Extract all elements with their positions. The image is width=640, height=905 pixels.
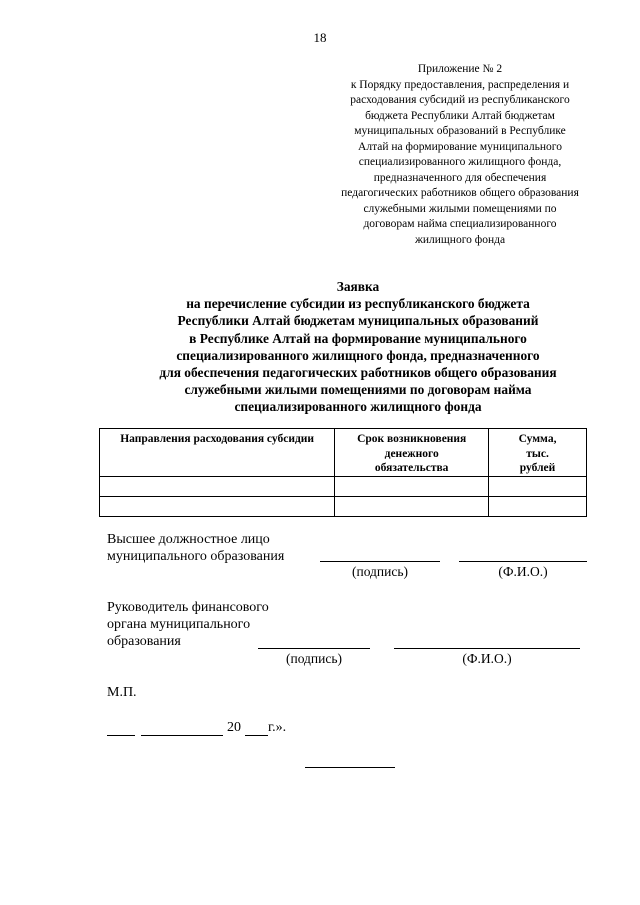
title-line: на перечисление субсидии из республиканского бюджета [186, 296, 530, 312]
title-line: служебными жилыми помещениями по договорам найма [184, 382, 532, 398]
finance-head-name-caption: (Ф.И.О.) [462, 651, 512, 666]
table-cell[interactable] [100, 477, 335, 497]
official-title-line2: муниципального образования [107, 549, 285, 564]
header-expense-direction: Направления расходования субсидии [100, 429, 335, 477]
request-table [99, 428, 587, 517]
page-number: 18 [313, 30, 327, 45]
date-year-prefix: 20 [227, 720, 241, 735]
document-title [80, 278, 636, 416]
appendix-line: муниципальных образований в Республике [354, 125, 566, 137]
appendix-line: специализированного жилищного фонда, [358, 156, 562, 168]
table-cell[interactable] [100, 497, 335, 517]
finance-head-title-line2: органа муниципального [107, 617, 251, 632]
date-day-line[interactable] [107, 735, 135, 736]
title-line: в Республике Алтай на формирование муниципального [189, 330, 527, 346]
finance-head-title-line3: образования [107, 634, 181, 649]
table-cell[interactable] [335, 477, 489, 497]
date-suffix: г.». [268, 720, 287, 735]
finance-head-signature-line[interactable] [258, 648, 370, 649]
table-header-row [100, 429, 587, 477]
header-obligation-date: Срок возникновения денежного обязательства [335, 429, 489, 477]
date-month-line[interactable] [141, 735, 223, 736]
finance-head-title-line1: Руководитель финансового [107, 600, 269, 615]
appendix-line: педагогических работников общего образования [341, 187, 579, 199]
appendix-line: Алтай на формирование муниципального [358, 140, 562, 153]
appendix-line: Приложение № 2 [417, 63, 503, 75]
appendix-line: предназначенного для обеспечения [373, 171, 547, 184]
table-row [100, 477, 587, 497]
official-signature-line[interactable] [320, 561, 440, 562]
appendix-line: к Порядку предоставления, распределения и [350, 78, 570, 91]
official-signature-caption: (подпись) [351, 564, 409, 579]
official-name-line[interactable] [459, 561, 587, 562]
appendix-line: жилищного фонда [414, 233, 506, 246]
title-line: Заявка [336, 279, 380, 294]
appendix-line: бюджета Республики Алтай бюджетам [365, 109, 555, 122]
official-name-caption: (Ф.И.О.) [498, 564, 548, 579]
table-cell[interactable] [489, 477, 587, 497]
appendix-line: договорам найма специализированного [363, 218, 557, 230]
table-row [100, 497, 587, 517]
title-line: специализированного жилищного фонда, предназначенного [176, 347, 540, 363]
title-line: Республики Алтай бюджетам муниципальных образований [177, 313, 539, 329]
closing-divider [305, 767, 395, 768]
finance-head-signature-caption: (подпись) [285, 651, 343, 666]
title-line: для обеспечения педагогических работников общего образования [159, 365, 557, 381]
appendix-line: служебными жилыми помещениями по [363, 202, 557, 215]
table-cell[interactable] [335, 497, 489, 517]
appendix-line: расходования субсидий из республиканского [350, 94, 570, 106]
stamp-label: М.П. [107, 685, 137, 700]
header-amount: Сумма, тыс. рублей [489, 429, 587, 477]
official-title-line1: Высшее должностное лицо [107, 532, 270, 547]
finance-head-name-line[interactable] [394, 648, 580, 649]
appendix-header [318, 62, 602, 248]
title-line: специализированного жилищного фонда [234, 399, 482, 415]
table-cell[interactable] [489, 497, 587, 517]
date-year-line[interactable] [245, 735, 268, 736]
